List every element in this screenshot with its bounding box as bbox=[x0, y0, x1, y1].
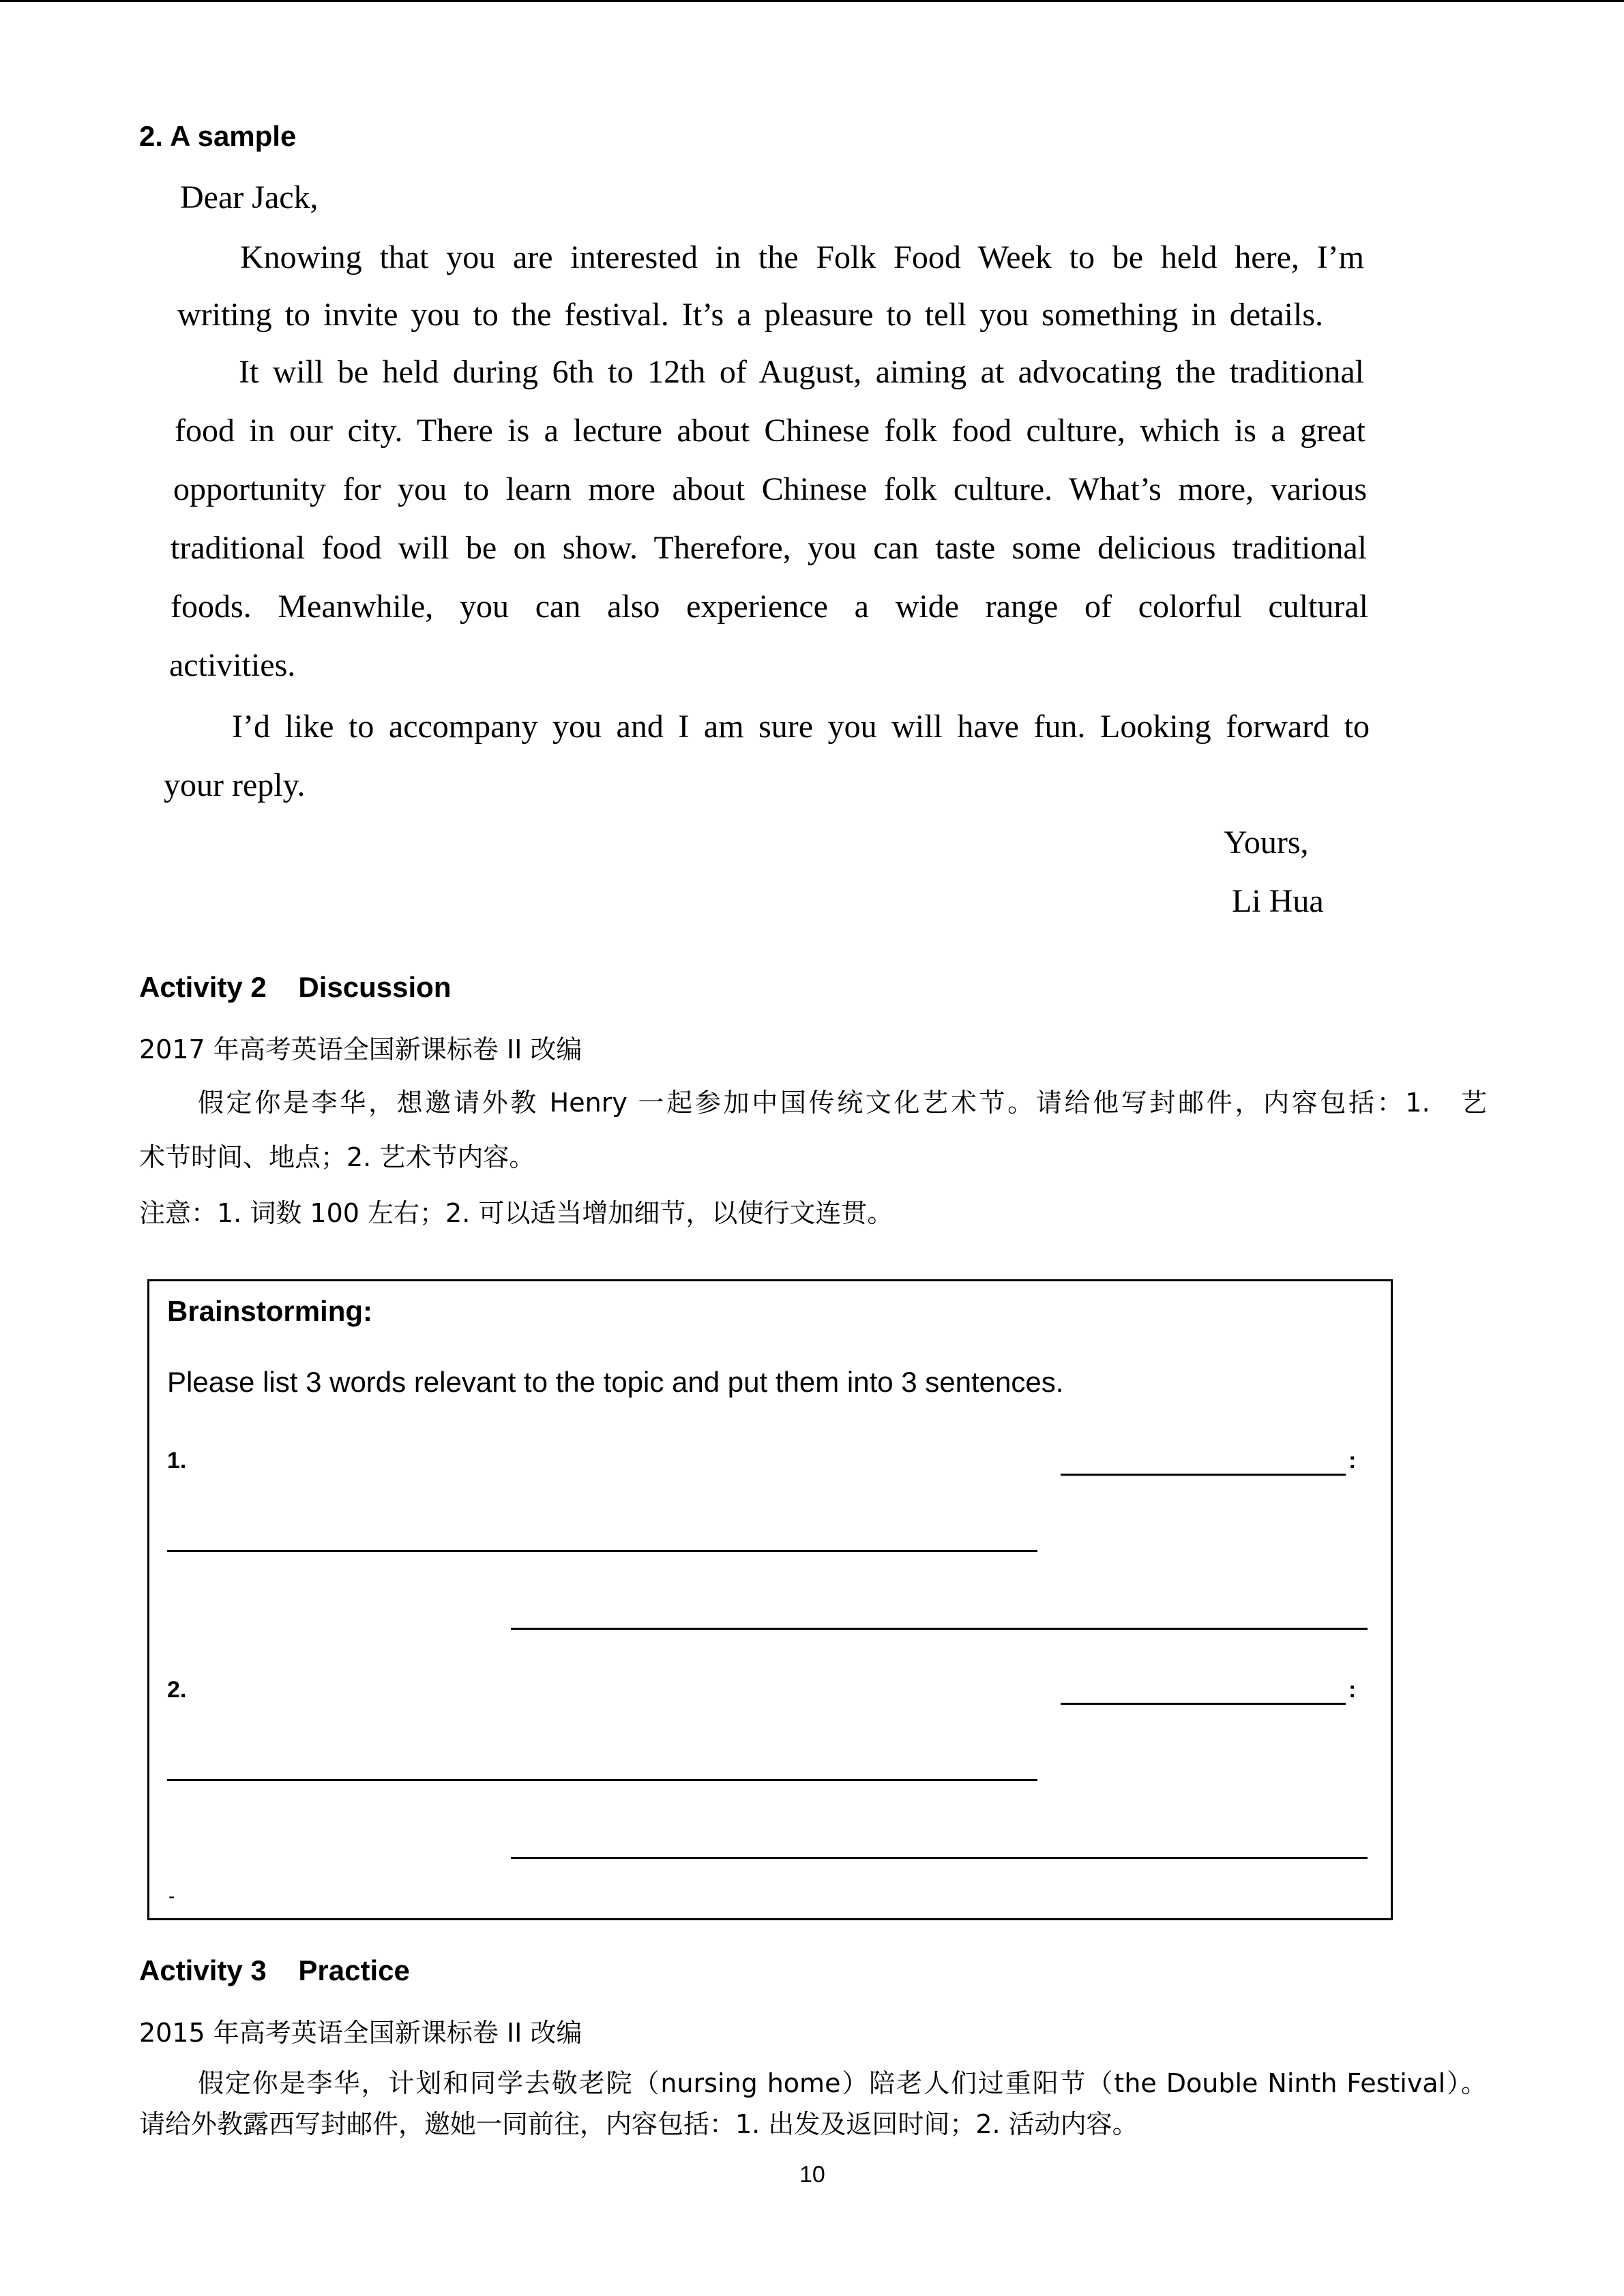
letter-signature: Li Hua bbox=[1232, 883, 1324, 919]
item-2-sentence-blank-1[interactable] bbox=[167, 1779, 1037, 1781]
brainstorming-box bbox=[147, 1279, 1393, 1920]
item-2-colon: : bbox=[1348, 1677, 1357, 1703]
letter-line-2: writing to invite you to the festival. It’s a pleasure to tell you something in details. bbox=[177, 297, 1323, 333]
activity2-source: 2017 年高考英语全国新课标卷 II 改编 bbox=[139, 1034, 582, 1064]
letter-line-5: opportunity for you to learn more about Chinese folk culture. What’s more, various bbox=[173, 471, 1367, 507]
activity3-task-line-2: 请给外教露西写封邮件，邀她一同前往，内容包括：1. 出发及返回时间；2. 活动内容。 bbox=[139, 2109, 1138, 2139]
activity2-task-line-2: 术节时间、地点；2. 艺术节内容。 bbox=[139, 1142, 535, 1172]
letter-line-6: traditional food will be on show. Therefore, you can taste some delicious traditional bbox=[171, 530, 1367, 566]
item-1-sentence-blank-2[interactable] bbox=[511, 1628, 1368, 1630]
item-2-number: 2. bbox=[167, 1677, 187, 1703]
letter-line-4: food in our city. There is a lecture about Chinese folk food culture, which is a great bbox=[175, 413, 1365, 449]
activity2-task-line-1: 假定你是李华，想邀请外教 Henry 一起参加中国传统文化艺术节。请给他写封邮件，内容包括：1. 艺 bbox=[198, 1088, 1487, 1118]
letter-closing: Yours, bbox=[1224, 824, 1309, 861]
item-2-sentence-blank-2[interactable] bbox=[511, 1857, 1368, 1859]
item-1-word-blank[interactable] bbox=[1061, 1474, 1346, 1476]
activity2-heading: Activity 2 Discussion bbox=[139, 971, 452, 1003]
letter-line-10: your reply. bbox=[164, 767, 306, 803]
sample-heading: 2. A sample bbox=[139, 120, 297, 152]
brainstorming-instruction: Please list 3 words relevant to the topic and put them into 3 sentences. bbox=[167, 1366, 1064, 1398]
activity3-task-line-1: 假定你是李华，计划和同学去敬老院（nursing home）陪老人们过重阳节（the Double Ninth Festival）。 bbox=[198, 2068, 1487, 2098]
item-1-number: 1. bbox=[167, 1448, 187, 1474]
activity2-note: 注意：1. 词数 100 左右；2. 可以适当增加细节，以使行文连贯。 bbox=[139, 1198, 894, 1228]
brainstorming-title: Brainstorming: bbox=[167, 1295, 373, 1327]
item-1-sentence-blank-1[interactable] bbox=[167, 1550, 1037, 1552]
cut-off-mark: - bbox=[168, 1885, 175, 1907]
activity3-source: 2015 年高考英语全国新课标卷 II 改编 bbox=[139, 2018, 582, 2048]
activity3-heading: Activity 3 Practice bbox=[139, 1954, 410, 1986]
letter-line-8: activities. bbox=[169, 647, 296, 683]
letter-line-3: It will be held during 6th to 12th of August, aiming at advocating the traditional bbox=[239, 354, 1364, 390]
page-number: 10 bbox=[799, 2162, 825, 2188]
page-top-border bbox=[0, 0, 1624, 2]
letter-line-9: I’d like to accompany you and I am sure you will have fun. Looking forward to bbox=[232, 709, 1370, 745]
letter-greeting: Dear Jack, bbox=[180, 179, 319, 215]
letter-line-1: Knowing that you are interested in the Folk Food Week to be held here, I’m bbox=[240, 239, 1364, 275]
letter-line-7: foods. Meanwhile, you can also experience a wide range of colorful cultural bbox=[171, 588, 1368, 625]
item-2-word-blank[interactable] bbox=[1061, 1703, 1346, 1705]
item-1-colon: : bbox=[1348, 1448, 1357, 1474]
